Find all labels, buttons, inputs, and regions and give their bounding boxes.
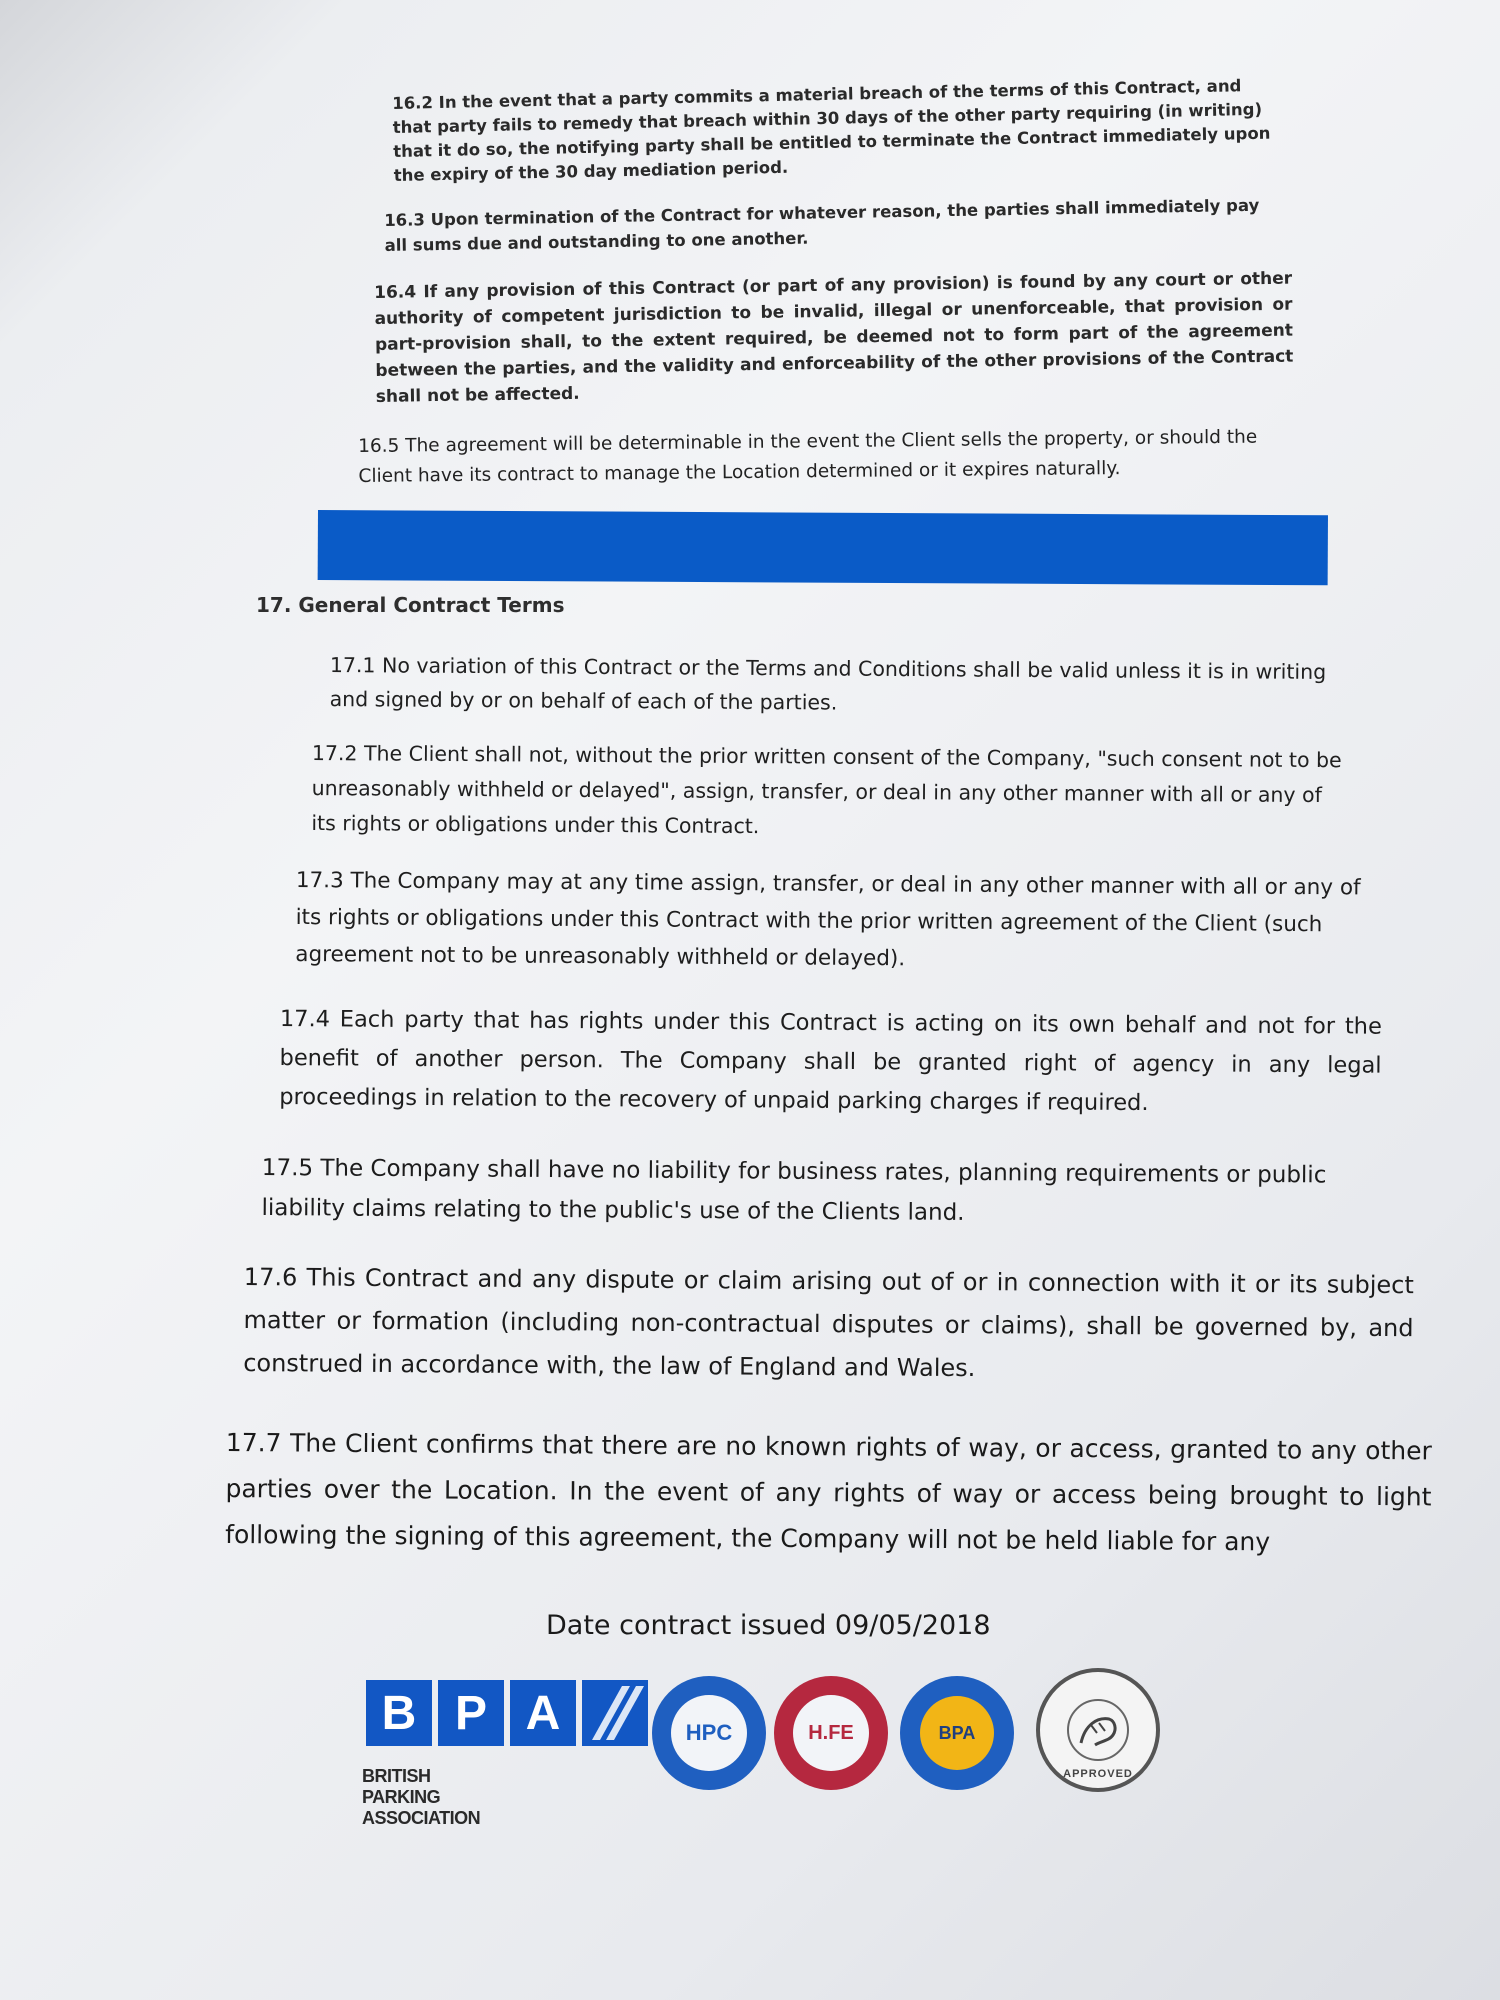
section-divider-bar — [318, 510, 1328, 585]
clause-17-2: 17.2 The Client shall not, without the prior written consent of the Company, "such consent not to be unreasonably withheld or delayed", assign, transfer, or deal in any other manner with all or any of its rights or obligations under this Contract. — [311, 740, 1342, 839]
clause-16-2: 16.2 In the event that a party commits a material breach of the terms of this Contract, and that party fails to remedy that breach within 30 days of the other party requiring (in writing) that it do so, the notifying party shall be entitled to terminate the Contract immediately upon the expiry of the 30 day mediation period. — [392, 76, 1271, 185]
clause-17-4: 17.4 Each party that has rights under this Contract is acting on its own behalf and not for the benefit of another person. The Company shall be granted right of agency in any legal proceedings in relation to the recovery of unpaid parking charges if required. — [279, 1005, 1382, 1117]
hfe-badge-icon — [774, 1676, 888, 1790]
lion-emblem-icon — [1063, 1695, 1133, 1765]
date-issued: Date contract issued 09/05/2018 — [546, 1610, 991, 1641]
section-17-heading: 17. General Contract Terms — [256, 593, 565, 617]
clause-17-6: 17.6 This Contract and any dispute or claim arising out of or in connection with it or its subject matter or formation (including non-contractual disputes or claims), shall be governed by, and construed in accordance with, the law of England and Wales. — [243, 1262, 1414, 1383]
hfe-badge-label: H.FE — [793, 1695, 869, 1771]
hpc-badge-label: HPC — [671, 1695, 747, 1771]
approved-operator-badge-icon — [900, 1676, 1014, 1790]
clause-16-4: 16.4 If any provision of this Contract (or part of any provision) is found by any court or other authority of competent jurisdiction to be invalid, illegal or unenforceable, that provision or part-provision shall, to the extent required, be deemed not to form part of the agreement between the parties, and the validity and enforceability of the other provisions of the Contract shall not be affected. — [374, 268, 1294, 407]
bpa-logo-letter-b: B — [366, 1680, 432, 1746]
clause-17-7: 17.7 The Client confirms that there are no known rights of way, or access, granted to any other parties over the Location. In the event of any rights of way or access being brought to light following the signing of this agreement, the Company will not be held liable for any — [225, 1427, 1432, 1557]
clause-17-1: 17.1 No variation of this Contract or the Terms and Conditions shall be valid unless it is in writing and signed by or on behalf of each of the parties. — [329, 652, 1327, 715]
clause-16-3: 16.3 Upon termination of the Contract for whatever reason, the parties shall immediately pay all sums due and outstanding to one another. — [384, 195, 1260, 255]
safer-parking-badge-icon — [1036, 1668, 1160, 1792]
bpa-stripes-icon — [582, 1680, 648, 1746]
bpa-name: BRITISH PARKING ASSOCIATION — [362, 1766, 481, 1828]
clause-17-3: 17.3 The Company may at any time assign, transfer, or deal in any other manner with all or any of its rights or obligations under this Contract with the prior written agreement of the Client (such agreement not to be unreasonably withheld or delayed). — [295, 867, 1361, 972]
hpc-badge-icon — [652, 1676, 766, 1790]
approved-operator-badge-label: BPA — [920, 1696, 994, 1770]
approved-badge-text: APPROVED — [1063, 1768, 1133, 1780]
bpa-stripes-graphic — [582, 1680, 648, 1746]
clause-16-5: 16.5 The agreement will be determinable in the event the Client sells the property, or should the Client have its contract to manage the Location determined or it expires naturally. — [358, 426, 1258, 487]
clause-17-5: 17.5 The Company shall have no liability for business rates, planning requirements or public liability claims relating to the public's use of the Clients land. — [261, 1154, 1327, 1226]
bpa-logo-letter-a: A — [510, 1680, 576, 1746]
bpa-logo-letter-p: P — [438, 1680, 504, 1746]
